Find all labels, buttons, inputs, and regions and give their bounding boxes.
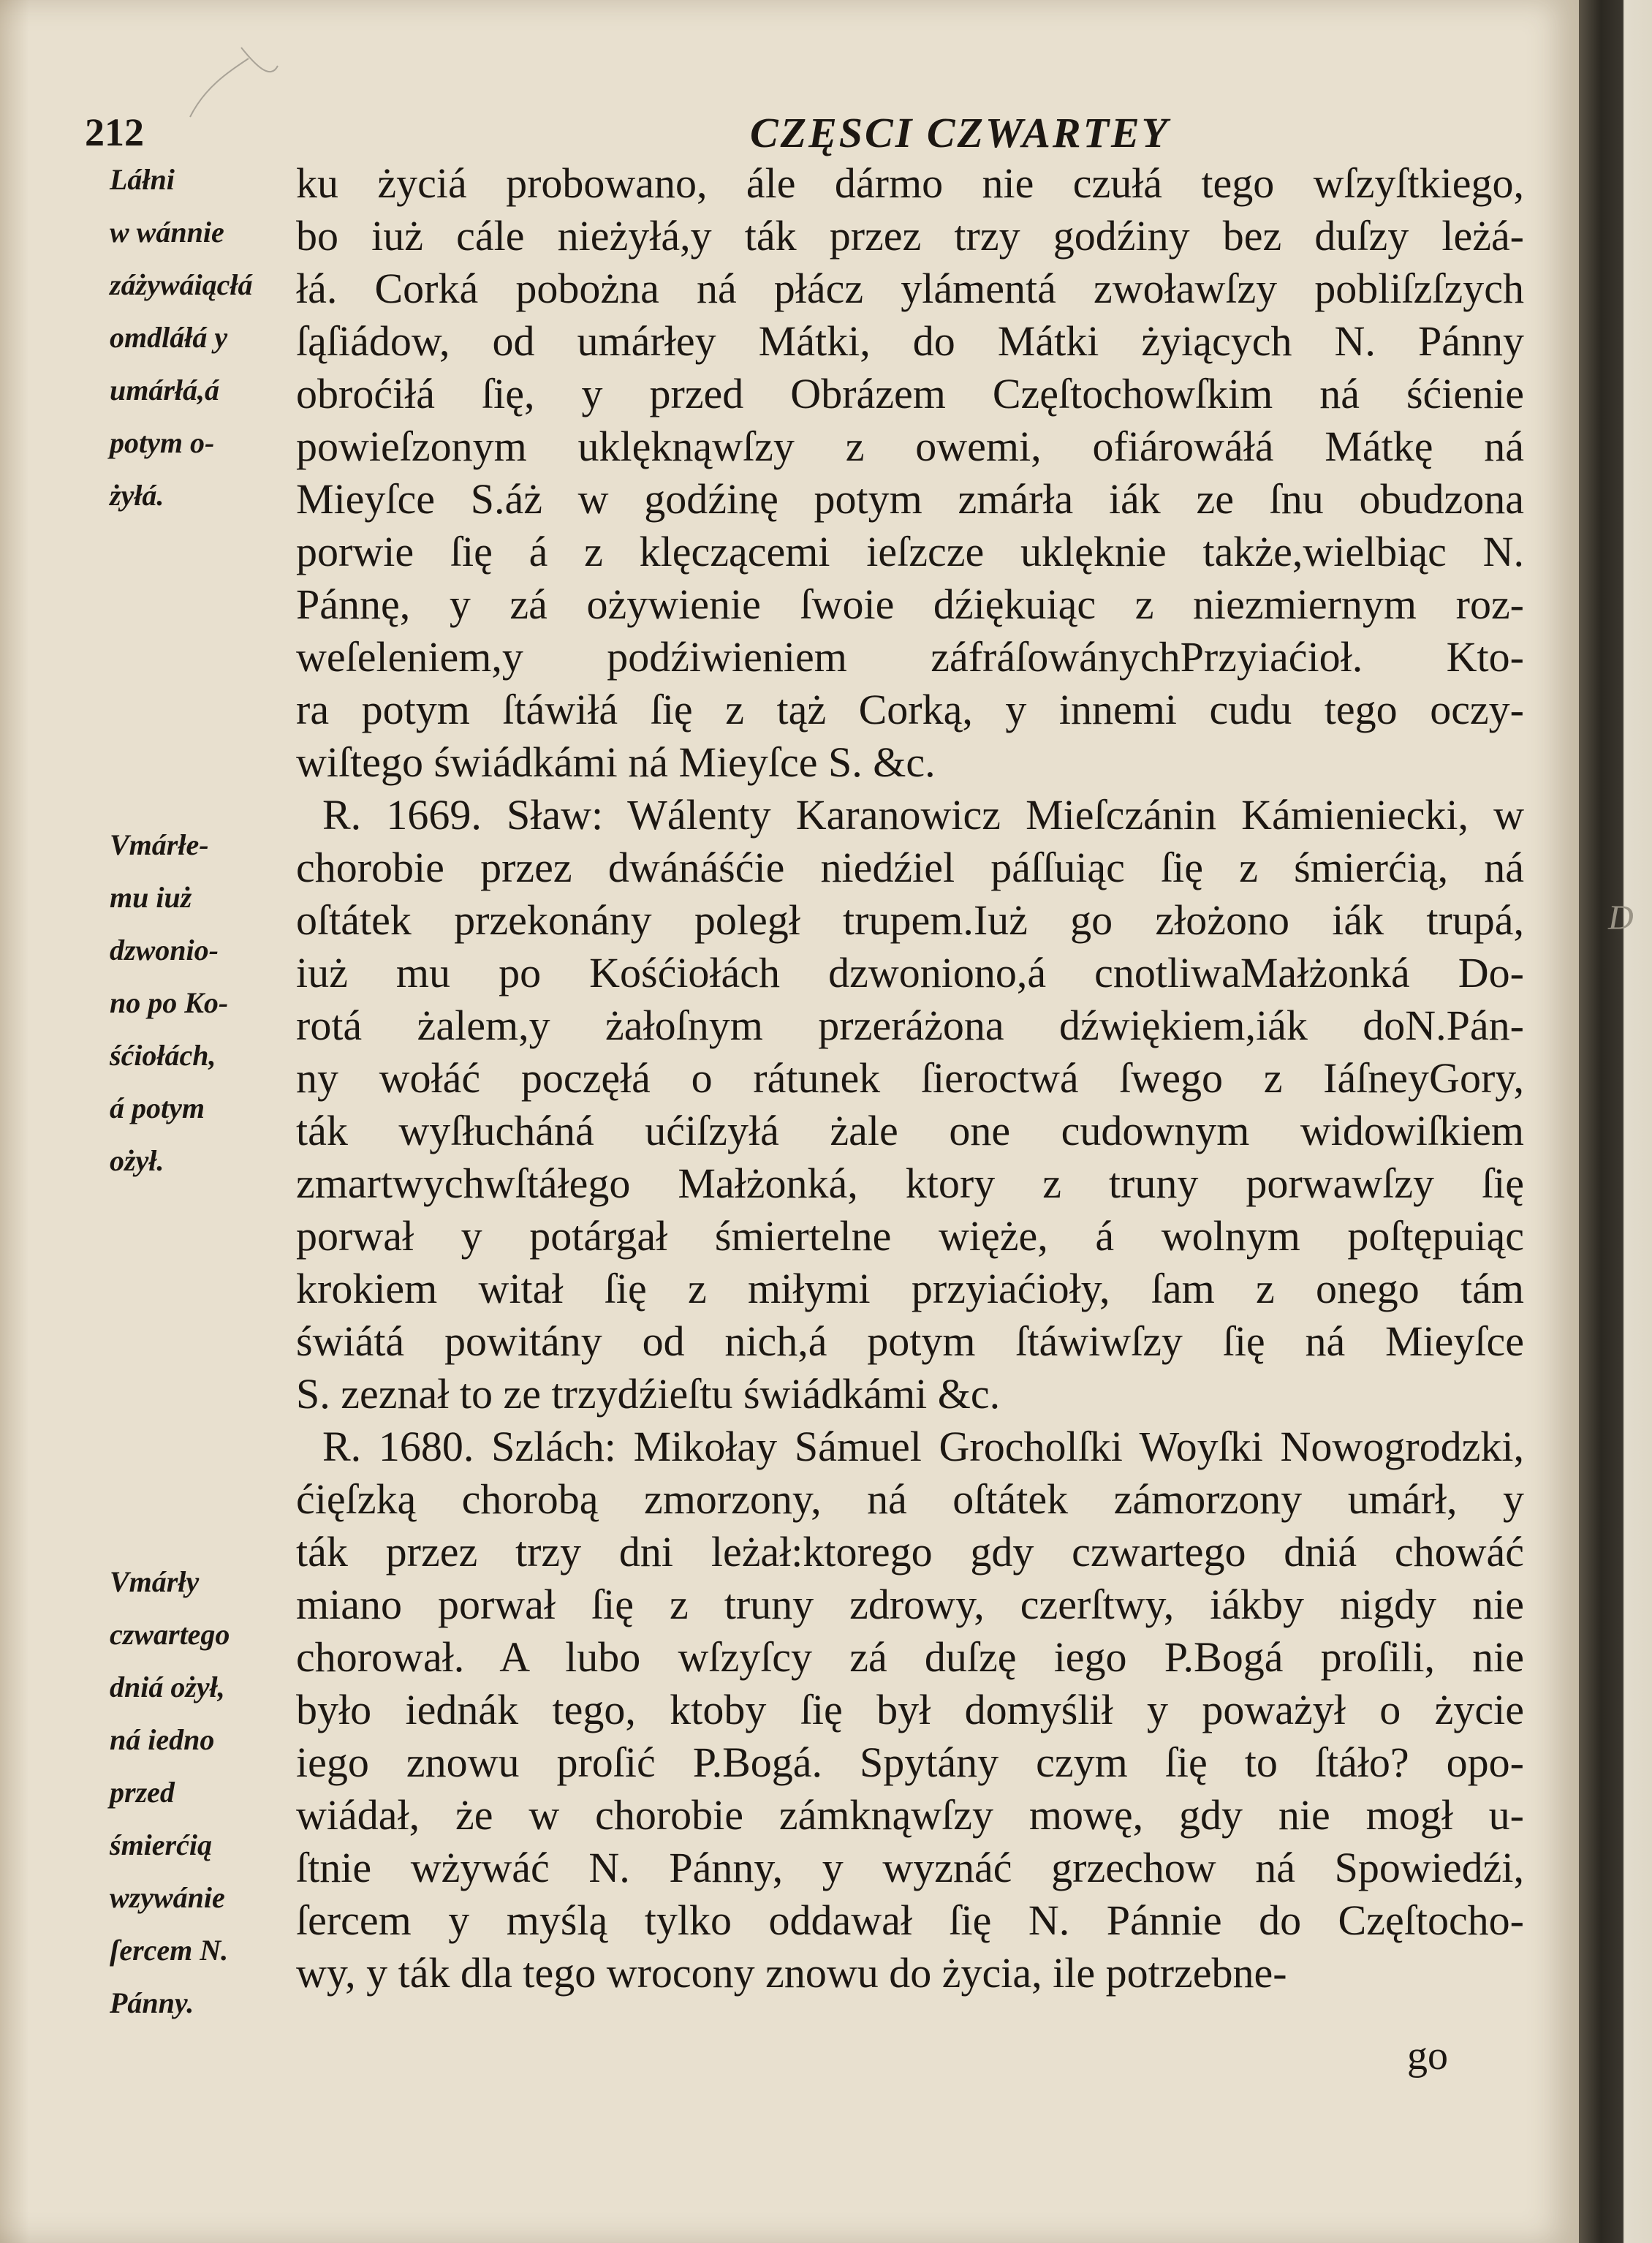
text-line: łá. Corká pobożna ná płácz ylámentá zwoławſzy pobliſzſzych bbox=[296, 265, 1524, 312]
text-line: zmartwychwſtáłego Małżonká, ktory z truny porwawſzy ſię bbox=[296, 1160, 1524, 1207]
text-line: porwie ſię á z klęczącemi ieſzcze uklęknie także,wielbiąc N. bbox=[296, 528, 1524, 575]
text-line: wiádał, że w chorobie zámknąwſzy mowę, gdy nie mogł u- bbox=[296, 1791, 1524, 1839]
margin-note: Pánny. bbox=[110, 1986, 194, 2019]
margin-note: ſercem N. bbox=[110, 1934, 229, 1967]
running-head: CZĘSCI CZWARTEY bbox=[750, 109, 1170, 156]
margin-note: dniá ożył, bbox=[110, 1671, 225, 1703]
text-line: S. zeznał to ze trzydźieſtu świádkámi &c. bbox=[296, 1370, 1001, 1418]
text-line: chorobie przez dwánáśćie niedźiel páſſuiąc ſię z śmierćią, ná bbox=[296, 844, 1524, 891]
margin-note: Láłni bbox=[110, 163, 175, 196]
text-line: chorował. A lubo wſzyſcy zá duſzę iego P.Bogá proſili, nie bbox=[296, 1633, 1524, 1681]
text-line: Mieyſce S.áż w godźinę potym zmárła iák ze ſnu obudzona bbox=[296, 475, 1524, 523]
gutter-shadow bbox=[0, 0, 29, 2243]
text-line: rotá żalem,y żałoſnym przeráżona dźwiękiem,iák doN.Pán- bbox=[296, 1002, 1524, 1049]
margin-note: záżywáiącłá bbox=[110, 268, 253, 301]
margin-note: Vmárłe- bbox=[110, 828, 209, 861]
text-line: wy, y ták dla tego wrocony znowu do życia, ile potrzebne- bbox=[296, 1949, 1287, 1997]
text-line: powieſzonym uklęknąwſzy z owemi, ofiárowáłá Mátkę ná bbox=[296, 423, 1524, 470]
margin-note: ożył. bbox=[110, 1144, 164, 1177]
text-line: bo iuż cále nieżyłá,y ták przez trzy godźiny bez duſzy leżá- bbox=[296, 212, 1524, 260]
text-line: R. 1680. Szlách: Mikołay Sámuel Grocholſki Woyſki Nowogrodzki, bbox=[322, 1423, 1524, 1470]
text-line: ku życiá probowano, ále dármo nie czułá tego wſzyſtkiego, bbox=[296, 159, 1524, 207]
margin-note: á potym bbox=[110, 1092, 205, 1124]
edge-letter: D bbox=[1608, 899, 1634, 937]
next-page-edge bbox=[1579, 0, 1652, 2243]
margin-note: no po Ko- bbox=[110, 986, 229, 1019]
margin-note: czwartego bbox=[110, 1618, 230, 1651]
text-line: ták wyſłucháná ućiſzyłá żale one cudownym widowiſkiem bbox=[296, 1107, 1524, 1154]
margin-note: dzwonio- bbox=[110, 934, 219, 967]
text-line: ſtnie wżywáć N. Pánny, y wyznáć grzechow ná Spowiedźi, bbox=[296, 1844, 1524, 1891]
margin-note: śćiołách, bbox=[110, 1039, 216, 1072]
text-line: Pánnę, y zá ożywienie ſwoie dźiękuiąc z niezmiernym roz- bbox=[296, 580, 1524, 628]
text-line: ny wołáć poczęłá o rátunek ſieroctwá ſwego z IáſneyGory, bbox=[296, 1054, 1524, 1102]
margin-note: potym o- bbox=[110, 426, 215, 459]
text-line: oſtátek przekonány poległ trupem.Iuż go złożono iák trupá, bbox=[296, 896, 1524, 944]
text-line: wiſtego świádkámi ná Mieyſce S. &c. bbox=[296, 738, 936, 786]
margin-note: mu iuż bbox=[110, 881, 192, 914]
page-header bbox=[70, 101, 1532, 159]
text-line: krokiem witał ſię z miłymi przyiaćioły, ſam z onego tám bbox=[296, 1265, 1524, 1312]
text-line: R. 1669. Sław: Wálenty Karanowicz Mieſczánin Kámieniecki, w bbox=[322, 791, 1524, 839]
catchword: go bbox=[1407, 2033, 1448, 2079]
text-line: ra potym ſtáwiłá ſię z tąż Corką, y innemi cudu tego oczy- bbox=[296, 686, 1524, 733]
page-number: 212 bbox=[85, 110, 144, 154]
margin-note: umárłá,á bbox=[110, 374, 220, 406]
margin-note: Vmárły bbox=[110, 1565, 200, 1598]
text-line: obroćiłá ſię, y przed Obrázem Częſtochowſkim ná śćienie bbox=[296, 370, 1524, 417]
margin-note: omdláłá y bbox=[110, 321, 228, 354]
margin-note: żyłá. bbox=[110, 479, 164, 512]
text-line: ćięſzką chorobą zmorzony, ná oſtátek zámorzony umárł, y bbox=[296, 1475, 1524, 1523]
text-line: ſercem y myślą tylko oddawał ſię N. Pánnie do Częſtocho- bbox=[296, 1896, 1524, 1944]
text-line: świátá powitány od nich,á potym ſtáwiwſzy ſię ná Mieyſce bbox=[296, 1317, 1524, 1365]
text-line: ták przez trzy dni leżał:ktorego gdy czwartego dniá chowáć bbox=[296, 1528, 1524, 1576]
text-line: iuż mu po Kośćiołách dzwoniono,á cnotliwaMałżonká Do- bbox=[296, 949, 1524, 996]
text-line: miano porwał ſię z truny zdrowy, czerſtwy, iákby nigdy nie bbox=[296, 1581, 1524, 1628]
text-line: weſeleniem,y podźiwieniem záfráſowánychPrzyiaćioł. Kto- bbox=[296, 633, 1524, 681]
margin-note: wzywánie bbox=[110, 1881, 225, 1914]
margin-note: ná iedno bbox=[110, 1723, 215, 1756]
text-line: ſąſiádow, od umárłey Mátki, do Mátki żyiących N. Pánny bbox=[296, 317, 1524, 365]
text-line: porwał y potárgał śmiertelne więże, á wolnym poſtępuiąc bbox=[296, 1212, 1524, 1260]
margin-note: śmierćią bbox=[110, 1828, 212, 1861]
margin-note: w wánnie bbox=[110, 216, 224, 249]
text-line: iego znowu proſić P.Bogá. Spytány czym ſię to ſtáło? opo- bbox=[296, 1739, 1524, 1786]
margin-note: przed bbox=[110, 1776, 175, 1809]
text-line: było iednák tego, ktoby ſię był domyślił y poważył o życie bbox=[296, 1686, 1524, 1733]
